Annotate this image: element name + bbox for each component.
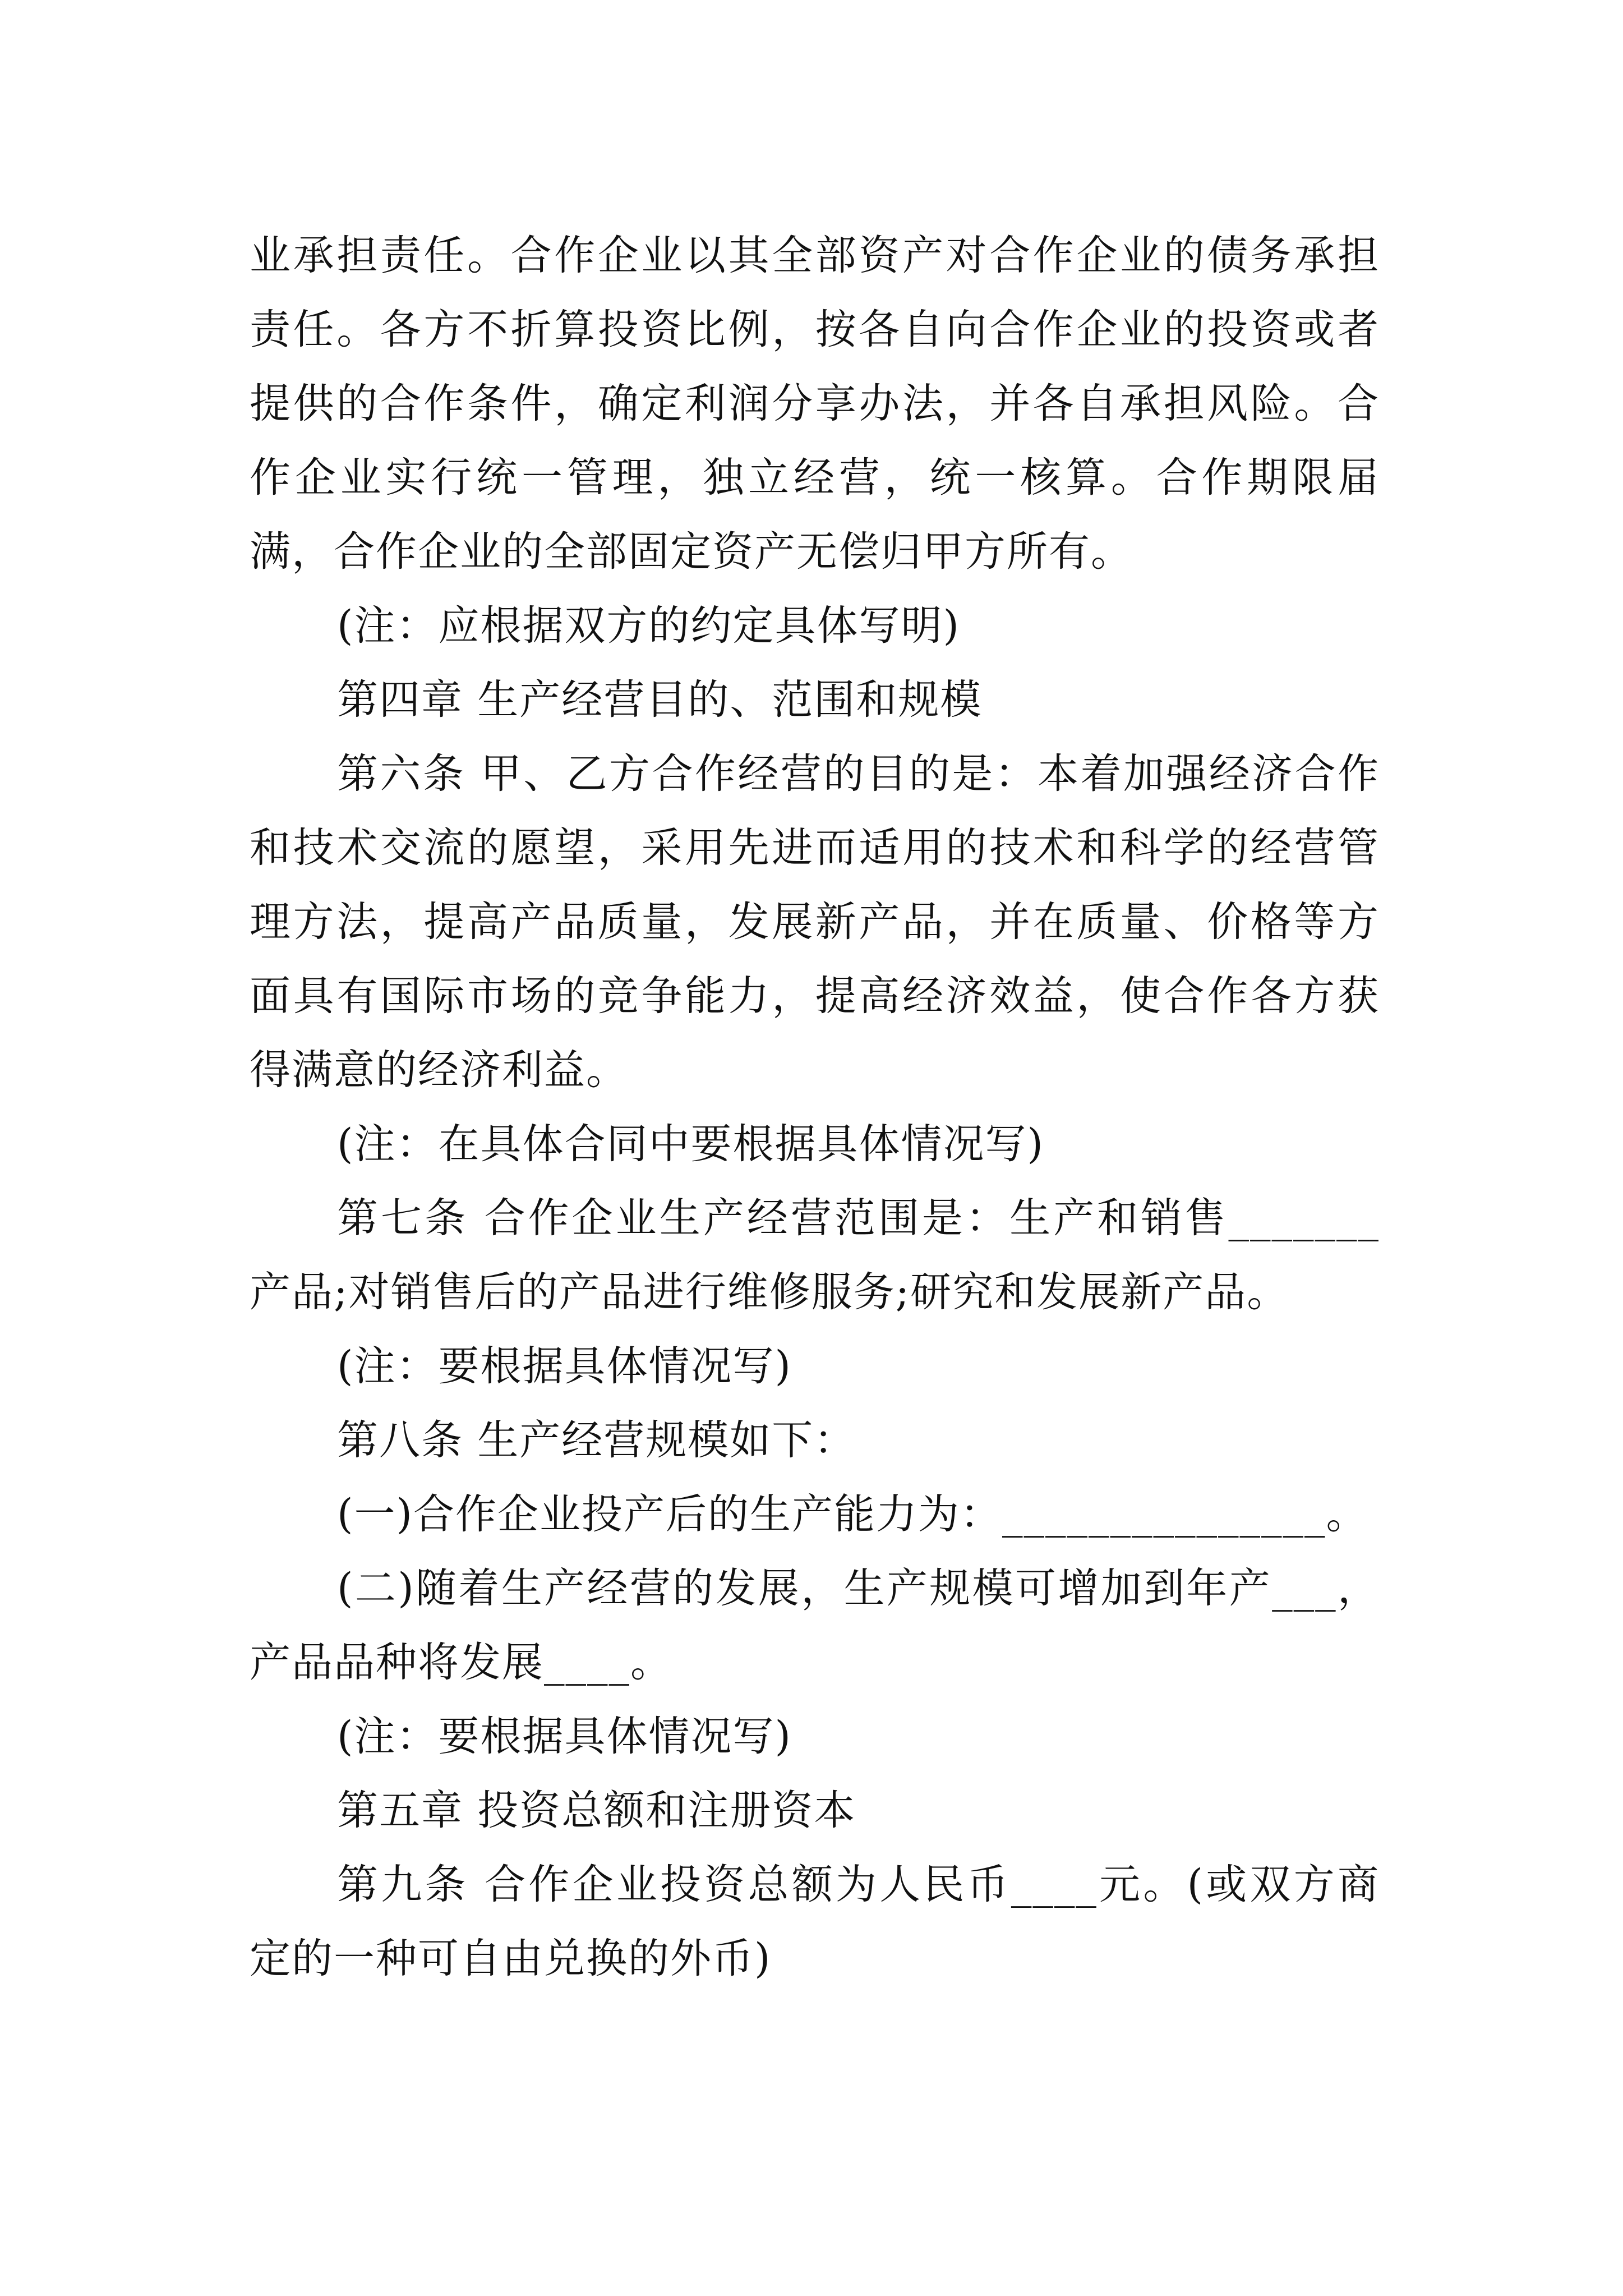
- chapter-4-heading: 第四章 生产经营目的、范围和规模: [337, 676, 983, 724]
- article-7: 第七条 合作企业生产经营范围是：生产和销售_______产品;对销售后的产品进行维修服务;研究和发展新产品。: [250, 1194, 1380, 1316]
- note-specific-contract: (注：在具体合同中要根据具体情况写): [337, 1120, 1044, 1168]
- chapter-5-heading: 第五章 投资总额和注册资本: [337, 1787, 856, 1834]
- note-specific-situation: (注：要根据具体情况写): [337, 1342, 792, 1390]
- paragraph-liability: 业承担责任。合作企业以其全部资产对合作企业的债务承担责任。各方不折算投资比例，按各自向合作企业的投资或者提供的合作条件，确定利润分享办法，并各自承担风险。合作企业实行统一管理，独立经营，统一核算。合作期限届满，合作企业的全部固定资产无偿归甲方所有。: [250, 232, 1380, 576]
- article-8-item-1: (一)合作企业投产后的生产能力为：_______________。: [337, 1490, 1368, 1538]
- document-body: [250, 219, 1380, 1996]
- article-8: 第八条 生产经营规模如下：: [337, 1416, 856, 1464]
- note-specific-situation-2: (注：要根据具体情况写): [337, 1713, 792, 1760]
- article-6: 第六条 甲、乙方合作经营的目的是：本着加强经济合作和技术交流的愿望，采用先进而适用的技术和科学的经营管理方法，提高产品质量，发展新产品，并在质量、价格等方面具有国际市场的竞争能力，提高经济效益，使合作各方获得满意的经济利益。: [250, 750, 1380, 1094]
- article-8-item-2: (二)随着生产经营的发展，生产规模可增加到年产___，产品品种将发展____。: [250, 1565, 1380, 1686]
- note-agreement: (注：应根据双方的约定具体写明): [337, 602, 960, 650]
- article-9: 第九条 合作企业投资总额为人民币____元。(或双方商定的一种可自由兑换的外币): [250, 1861, 1380, 1982]
